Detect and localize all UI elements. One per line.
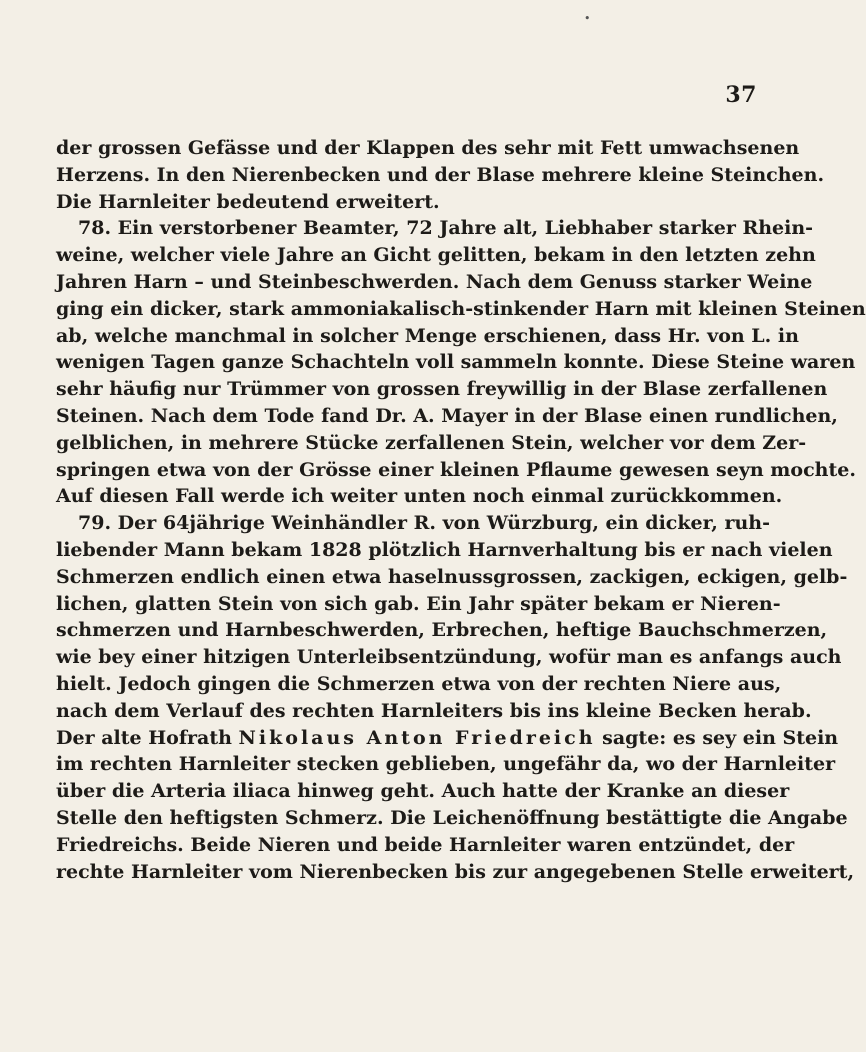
text-line: sehr häufig nur Trümmer von grossen freywillig in der Blase zerfallenen — [56, 378, 828, 401]
text-line: gelblichen, in mehrere Stücke zerfallenen Stein, welcher vor dem Zer- — [56, 431, 807, 454]
text-line: Die Harnleiter bedeutend erweitert. — [56, 190, 440, 213]
text-line: im rechten Harnleiter stecken geblieben, ungefähr da, wo der Harnleiter — [56, 753, 836, 776]
text-line: Stelle den heftigsten Schmerz. Die Leichenöffnung bestättigte die Angabe — [56, 806, 848, 829]
text-line: Auf diesen Fall werde ich weiter unten noch einmal zurückkommen. — [56, 485, 783, 508]
text-line: ging ein dicker, stark ammoniakalisch-stinkender Harn mit kleinen Steinen — [56, 297, 866, 320]
text-segment: sagte: es sey ein Stein — [595, 726, 839, 749]
text-line: rechte Harnleiter vom Nierenbecken bis zur angegebenen Stelle erweitert, — [56, 860, 855, 883]
text-line: Schmerzen endlich einen etwa haselnussgrossen, zackigen, eckigen, gelb- — [56, 565, 848, 588]
case-78-start: 78. Ein verstorbener Beamter, 72 Jahre alt, Liebhaber starker Rhein- — [78, 217, 814, 240]
text-line: hielt. Jedoch gingen die Schmerzen etwa von der rechten Niere aus, — [56, 672, 782, 695]
text-line: der grossen Gefässe und der Klappen des sehr mit Fett umwachsenen — [56, 137, 800, 159]
case-79-start: 79. Der 64jährige Weinhändler R. von Würzburg, ein dicker, ruh- — [78, 512, 770, 535]
text-line: nach dem Verlauf des rechten Harnleiters bis ins kleine Becken herab. — [56, 699, 812, 722]
text-line: ab, welche manchmal in solcher Menge erschienen, dass Hr. von L. in — [56, 324, 799, 347]
text-line: Jahren Harn – und Steinbeschwerden. Nach dem Genuss starker Weine — [56, 270, 813, 293]
spaced-name: Nikolaus Anton Friedreich — [238, 726, 596, 749]
page-number: 37 — [725, 82, 757, 108]
text-line — [56, 725, 839, 752]
text-line: liebender Mann bekam 1828 plötzlich Harnverhaltung bis er nach vielen — [56, 538, 833, 561]
page-mark: • — [584, 12, 591, 25]
text-line: springen etwa von der Grösse einer kleinen Pflaume gewesen seyn mochte. — [56, 458, 856, 481]
text-line: wie bey einer hitzigen Unterleibsentzündung, wofür man es anfangs auch — [56, 646, 842, 669]
text-line: Steinen. Nach dem Tode fand Dr. A. Mayer in der Blase einen rundlichen, — [56, 404, 838, 427]
text-line: schmerzen und Harnbeschwerden, Erbrechen, heftige Bauchschmerzen, — [56, 619, 828, 642]
body-text — [56, 135, 866, 885]
text-line: Herzens. In den Nierenbecken und der Blase mehrere kleine Steinchen. — [56, 163, 825, 186]
text-line: über die Arteria iliaca hinweg geht. Auch hatte der Kranke an dieser — [56, 780, 790, 803]
text-segment: Der alte Hofrath — [56, 726, 232, 749]
text-line: Friedreichs. Beide Nieren und beide Harnleiter waren entzündet, der — [56, 833, 795, 856]
text-line: weine, welcher viele Jahre an Gicht gelitten, bekam in den letzten zehn — [56, 244, 816, 267]
text-line: wenigen Tagen ganze Schachteln voll sammeln konnte. Diese Steine waren — [56, 351, 856, 374]
text-line: lichen, glatten Stein von sich gab. Ein Jahr später bekam er Nieren- — [56, 592, 781, 615]
